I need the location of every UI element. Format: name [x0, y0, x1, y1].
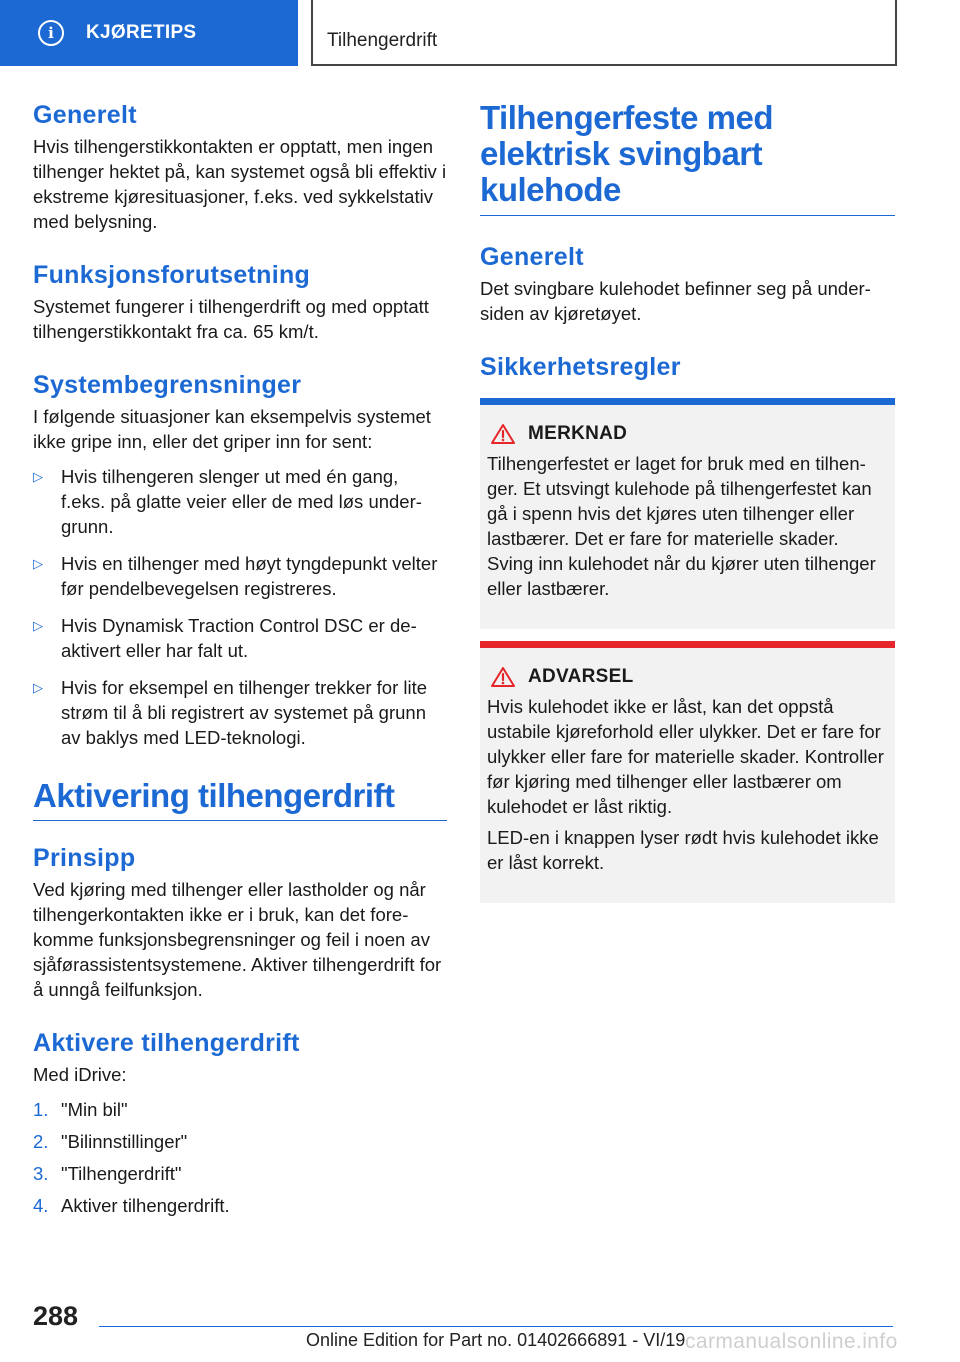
list-item: 4. Aktiver tilhengerdrift. — [33, 1195, 230, 1216]
bullet-triangle-icon: ▷ — [33, 680, 43, 695]
bullet-triangle-icon: ▷ — [33, 556, 43, 571]
page-footer — [0, 1295, 960, 1362]
paragraph-generelt-right: Det svingbare kulehodet befinner seg på undersiden av kjøretøyet. — [480, 278, 871, 324]
list-item: ▷ Hvis Dynamisk Traction Control DSC er deaktivert eller har falt ut. — [33, 615, 417, 661]
limitations-list — [33, 464, 447, 750]
title-aktivering: Aktivering tilhengerdrift — [33, 777, 395, 814]
paragraph-systembegrensninger: I følgende situasjoner kan eksempelvis systemet ikke gripe inn, eller det griper inn for sent: — [33, 406, 431, 452]
step-number: 2. — [33, 1131, 49, 1152]
list-item: 2. "Bilinnstillinger" — [33, 1131, 188, 1152]
footer-divider — [99, 1326, 893, 1327]
heading-funksjonsforutsetning: Funksjonsforutsetning — [33, 261, 311, 289]
notice-title: MERKNAD — [528, 423, 628, 444]
edition-label: Online Edition for Part no. 01402666891 - VI/19 — [306, 1330, 686, 1350]
warning-triangle-icon — [490, 666, 516, 688]
steps-list — [33, 1097, 447, 1218]
warning-triangle-icon — [490, 423, 516, 445]
list-item: 3. "Tilhengerdrift" — [33, 1163, 182, 1184]
heading-generelt-right: Generelt — [480, 243, 584, 271]
paragraph-generelt: Hvis tilhengerstikkontakten er opptatt, men ingen tilhenger hektet på, kan systemet også bli effektiv i ekstreme kjøresituasjoner, f.eks. ved sykkelstativ med belysning. — [33, 136, 447, 232]
list-item: ▷ Hvis for eksempel en tilhenger trekker for lite strøm til å bli registrert av systemet på grunn av baklys med LED-teknologi. — [33, 677, 428, 748]
heading-generelt: Generelt — [33, 101, 137, 129]
notice-text: Tilhengerfestet er laget for bruk med en tilhenger. Et utsvingt kulehode på tilhengerfestet kan gå i spenn hvis det kjøres uten tilhenger eller lastbærer. Det er fare for materielle skader. Sving inn kulehodet når du kjører uten tilhenger eller lastbærer. — [487, 453, 876, 599]
list-item: ▷ Hvis tilhengeren slenger ut med én gang, f.eks. på glatte veier eller de med løs undergrunn. — [33, 466, 422, 537]
info-icon: i — [38, 20, 64, 46]
section-aktivering — [33, 778, 447, 821]
section-tab — [0, 0, 298, 66]
notice-advarsel — [480, 641, 895, 903]
chapter-label: Tilhengerdrift — [327, 30, 438, 51]
page-header — [0, 0, 960, 66]
chapter-box — [311, 0, 897, 66]
page-number: 288 — [33, 1301, 79, 1331]
left-column — [33, 100, 447, 1225]
notice-text: Hvis kulehodet ikke er låst, kan det oppstå ustabile kjøreforhold eller ulykker. Det er fare for ulykker eller fare for materielle skader. Kontroller før kjøring med tilhenger eller lastbærer om kulehodet er låst riktig. — [487, 696, 884, 817]
watermark: carmanualsonline.info — [685, 1330, 898, 1353]
list-item: ▷ Hvis en tilhenger med høyt tyngdepunkt velter før pendelbevegelsen registreres. — [33, 553, 438, 599]
title-tilhengerfeste: Tilhengerfeste med elektrisk svingbart kulehode — [480, 99, 773, 208]
notice-merknad — [480, 398, 895, 629]
paragraph-funksjonsforutsetning: Systemet fungerer i tilhengerdrift og med opptatt tilhengerstikkontakt fra ca. 65 km/t. — [33, 296, 429, 342]
step-number: 3. — [33, 1163, 49, 1184]
notice-text: LED-en i knappen lyser rødt hvis kulehodet ikke er låst korrekt. — [487, 827, 879, 873]
paragraph-idrive: Med iDrive: — [33, 1064, 127, 1085]
right-column — [480, 100, 895, 903]
paragraph-prinsipp: Ved kjøring med tilhenger eller lastholder og når tilhengerkontakten ikke er i bruk, kan det forekomme funksjonsbegrensninger og feil i noen av sjåførassistentsystemene. Aktiver tilhengerdrift for å unngå feilfunksjon. — [33, 879, 442, 1000]
heading-prinsipp: Prinsipp — [33, 844, 136, 872]
heading-aktivere: Aktivere tilhengerdrift — [33, 1029, 300, 1057]
notice-title: ADVARSEL — [528, 666, 634, 687]
list-item: 1. "Min bil" — [33, 1099, 128, 1120]
heading-sikkerhetsregler: Sikkerhetsregler — [480, 353, 681, 381]
section-label: KJØRETIPS — [86, 22, 197, 43]
step-number: 1. — [33, 1099, 49, 1120]
bullet-triangle-icon: ▷ — [33, 469, 43, 484]
heading-systembegrensninger: Systembegrensninger — [33, 371, 302, 399]
section-tilhengerfeste — [480, 100, 895, 216]
step-number: 4. — [33, 1195, 49, 1216]
bullet-triangle-icon: ▷ — [33, 618, 43, 633]
